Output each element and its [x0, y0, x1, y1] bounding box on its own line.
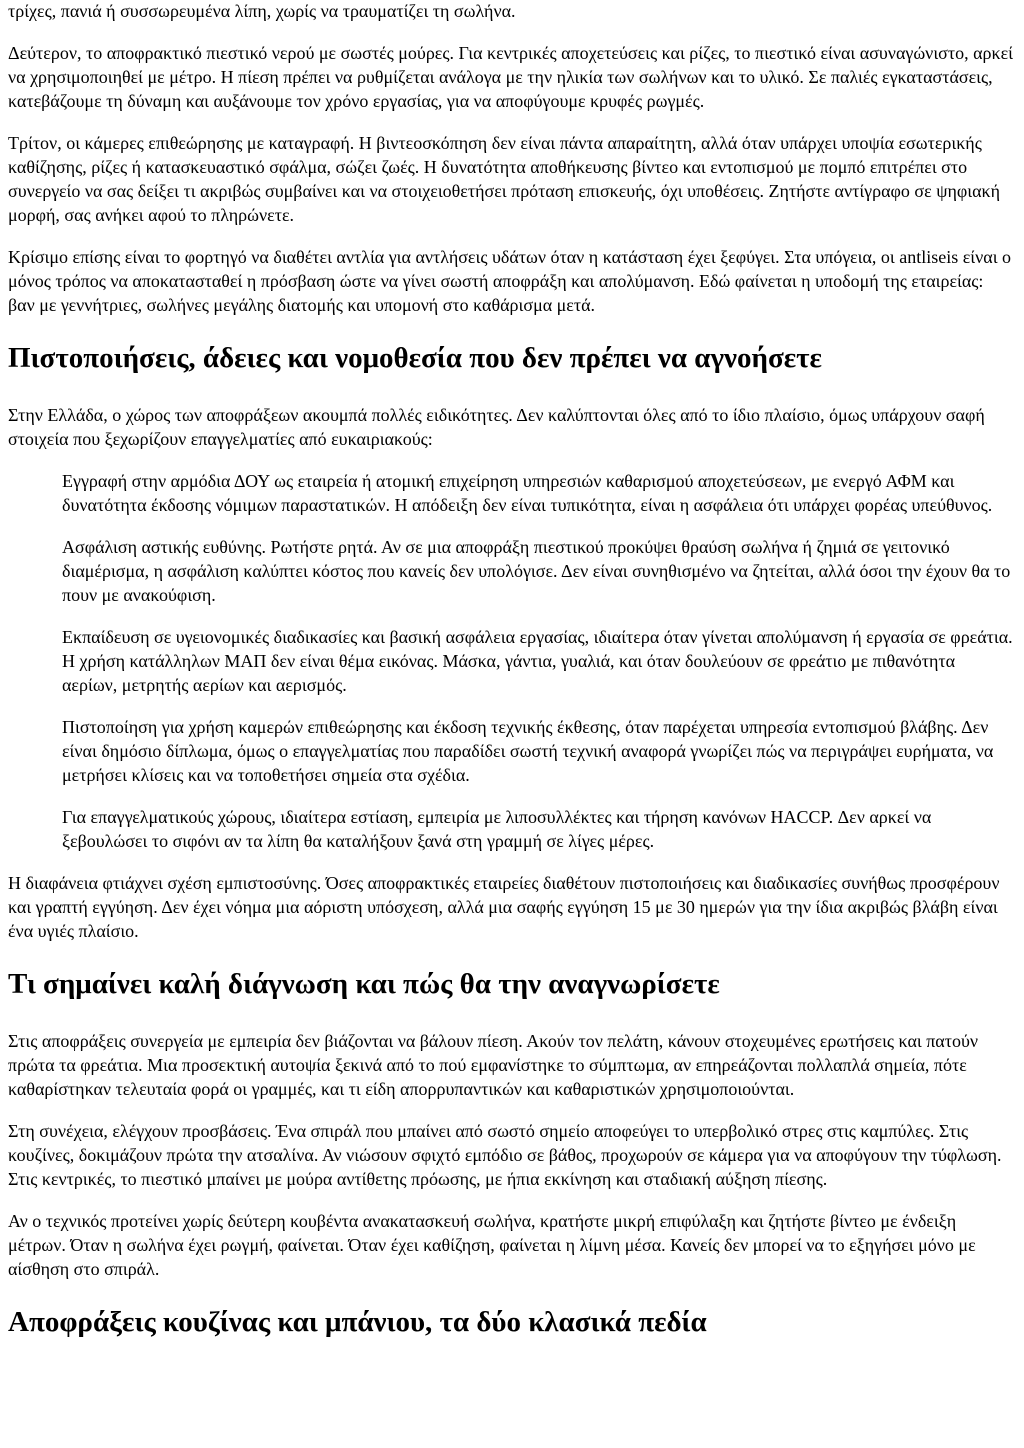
section-heading-certifications: Πιστοποιήσεις, άδειες και νομοθεσία που δεν πρέπει να αγνοήσετε: [8, 342, 822, 374]
paragraph: Η διαφάνεια φτιάχνει σχέση εμπιστοσύνης. Όσες αποφρακτικές εταιρείες διαθέτουν πιστοποιήσεις και διαδικασίες συνήθως προσφέρουν και γραπτή εγγύηση. Δεν έχει νόημα μια αόριστη υπόσχεση, αλλά μια σαφής εγγύηση 15 με 30 ημερών για την ίδια ακριβώς βλάβη είναι ένα υγιές πλαίσιο.: [8, 873, 1000, 941]
paragraph: Στις αποφράξεις συνεργεία με εμπειρία δεν βιάζονται να βάλουν πίεση. Ακούν τον πελάτη, κάνουν στοχευμένες ερωτήσεις και πατούν πρώτα τα φρεάτια. Μια προσεκτική αυτοψία ξεκινά από το πού εμφανίστηκε το σύμπτωμα, αν επηρεάζονται πολλαπλά σημεία, πότε καθαρίστηκαν τελευταία φορά οι γραμμές, και τι είδη απορρυπαντικών και καθαριστικών χρησιμοποιούνται.: [8, 1031, 979, 1099]
list-item: Ασφάλιση αστικής ευθύνης. Ρωτήστε ρητά. Αν σε μια αποφράξη πιεστικού προκύψει θραύση σωλήνα ή ζημιά σε γειτονικό διαμέρισμα, η ασφάλιση καλύπτει κόστος που κανείς δεν υπολόγισε. Δεν είναι συνηθισμένο να ζητείται, αλλά όσοι την έχουν θα το πουν με ανακούφιση.: [62, 537, 1011, 605]
list-item: Εκπαίδευση σε υγειονομικές διαδικασίες και βασική ασφάλεια εργασίας, ιδιαίτερα όταν γίνεται απολύμανση ή εργασία σε φρεάτια. Η χρήση κατάλληλων ΜΑΠ δεν είναι θέμα εικόνας. Μάσκα, γάντια, γυαλιά, και όταν δουλεύουν σε φρεάτιο με πιθανότητα αερίων, μετρητής αερίων και αερισμός.: [62, 627, 1013, 695]
paragraph: τρίχες, πανιά ή συσσωρευμένα λίπη, χωρίς να τραυματίζει τη σωλήνα.: [8, 1, 516, 21]
list-item: Πιστοποίηση για χρήση καμερών επιθεώρησης και έκδοση τεχνικής έκθεσης, όταν παρέχεται υπηρεσία εντοπισμού βλάβης. Δεν είναι δημόσιο δίπλωμα, όμως ο επαγγελματίας που παραδίδει σωστή τεχνική αναφορά γνωρίζει πώς να περιγράψει ευρήματα, να μετρήσει κλίσεις και να τοποθετήσει σημεία στα σχέδια.: [62, 717, 994, 785]
paragraph: Δεύτερον, το αποφρακτικό πιεστικό νερού με σωστές μούρες. Για κεντρικές αποχετεύσεις και ρίζες, το πιεστικό είναι ασυναγώνιστο, αρκεί να χρησιμοποιηθεί με μέτρο. Η πίεση πρέπει να ρυθμίζεται ανάλογα με την ηλικία των σωλήνων και το υλικό. Σε παλιές εγκαταστάσεις, κατεβάζουμε τη δύναμη και αυξάνουμε τον χρόνο εργασίας, για να αποφύγουμε κρυφές ρωγμές.: [8, 43, 1013, 111]
certifications-list: [8, 469, 1014, 853]
section-heading-kitchen-bathroom: Αποφράξεις κουζίνας και μπάνιου, τα δύο κλασικά πεδία: [8, 1306, 707, 1338]
paragraph: Στην Ελλάδα, ο χώρος των αποφράξεων ακουμπά πολλές ειδικότητες. Δεν καλύπτονται όλες από το ίδιο πλαίσιο, όμως υπάρχουν σαφή στοιχεία που ξεχωρίζουν επαγγελματίες από ευκαιριακούς:: [8, 405, 985, 449]
paragraph: Στη συνέχεια, ελέγχουν προσβάσεις. Ένα σπιράλ που μπαίνει από σωστό σημείο αποφεύγει το υπερβολικό στρες στις καμπύλες. Στις κουζίνες, δοκιμάζουν πρώτα την ατσαλίνα. Αν νιώσουν σφιχτό εμπόδιο σε βάθος, προχωρούν σε κάμερα για να αποφύγουν την τύφλωση. Στις κεντρικές, το πιεστικό μπαίνει με μούρα αντίθετης πρόωσης, με ήπια εκκίνηση και σταδιακή αύξηση πίεσης.: [8, 1121, 1002, 1189]
list-item: Για επαγγελματικούς χώρους, ιδιαίτερα εστίαση, εμπειρία με λιποσυλλέκτες και τήρηση κανόνων HACCP. Δεν αρκεί να ξεβουλώσει το σιφόνι αν τα λίπη θα καταλήξουν ξανά στη γραμμή σε λίγες μέρες.: [62, 807, 932, 851]
paragraph: Αν ο τεχνικός προτείνει χωρίς δεύτερη κουβέντα ανακατασκευή σωλήνα, κρατήστε μικρή επιφύλαξη και ζητήστε βίντεο με ένδειξη μέτρων. Όταν η σωλήνα έχει ρωγμή, φαίνεται. Όταν έχει καθίζηση, φαίνεται η λίμνη μέσα. Κανείς δεν μπορεί να το εξηγήσει μόνο με αίσθηση στο σπιράλ.: [8, 1211, 976, 1279]
list-item: Εγγραφή στην αρμόδια ΔΟΥ ως εταιρεία ή ατομική επιχείρηση υπηρεσιών καθαρισμού αποχετεύσεων, με ενεργό ΑΦΜ και δυνατότητα έκδοσης νόμιμων παραστατικών. Η απόδειξη δεν είναι τυπικότητα, είναι η ασφάλεια ότι υπάρχει φορέας υπεύθυνος.: [62, 471, 993, 515]
paragraph: Κρίσιμο επίσης είναι το φορτηγό να διαθέτει αντλία για αντλήσεις υδάτων όταν η κατάσταση έχει ξεφύγει. Στα υπόγεια, οι antliseis είναι ο μόνος τρόπος να αποκατασταθεί η πρόσβαση ώστε να γίνει σωστή αποφράξη και απολύμανση. Εδώ φαίνεται η υποδομή της εταιρείας: βαν με γεννήτριες, σωλήνες μεγάλης διατομής και υπομονή στο καθάρισμα μετά.: [8, 247, 1012, 315]
section-heading-diagnosis: Τι σημαίνει καλή διάγνωση και πώς θα την αναγνωρίσετε: [8, 968, 720, 1000]
paragraph: Τρίτον, οι κάμερες επιθεώρησης με καταγραφή. Η βιντεοσκόπηση δεν είναι πάντα απαραίτητη, αλλά όταν υπάρχει υποψία εσωτερικής καθίζησης, ρίζες ή κατασκευαστικό σφάλμα, σώζει ζωές. Η δυνατότητα αποθήκευσης βίντεο και εντοπισμού με πομπό επιτρέπει στο συνεργείο να σας δείξει τι ακριβώς συμβαίνει και να στοιχειοθετήσει πρόταση επισκευής, όχι υποθέσεις. Ζητήστε αντίγραφο σε ψηφιακή μορφή, σας ανήκει αφού το πληρώνετε.: [8, 133, 1001, 225]
